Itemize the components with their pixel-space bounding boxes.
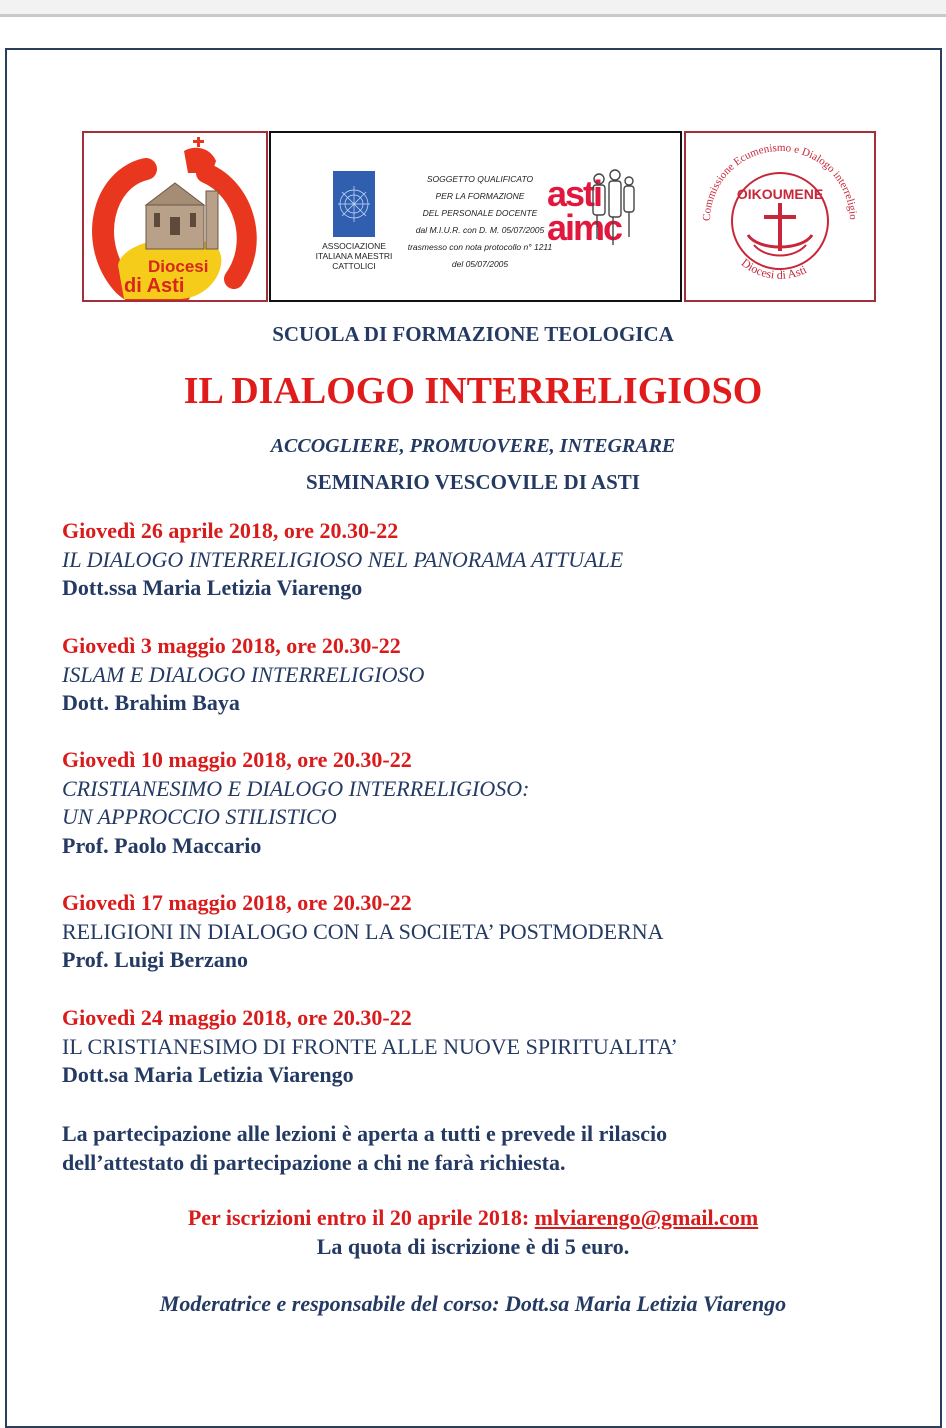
diocesi-asti-logo	[82, 131, 268, 302]
lesson-topic: CRISTIANESIMO E DIALOGO INTERRELIGIOSO:	[62, 775, 530, 801]
lesson-topic: RELIGIONI IN DIALOGO CON LA SOCIETA’ POSTMODERNA	[62, 918, 664, 944]
registration-line	[0, 1205, 946, 1231]
participation-note	[62, 1119, 922, 1177]
lesson-date: Giovedì 3 maggio 2018, ore 20.30-22	[62, 633, 401, 658]
people-group-icon	[589, 167, 639, 247]
lesson-speaker: Dott.sa Maria Letizia Viarengo	[62, 1062, 354, 1087]
fee-line: La quota di iscrizione è di 5 euro.	[316, 1234, 630, 1259]
lesson-date: Giovedì 24 maggio 2018, ore 20.30-22	[62, 1005, 412, 1030]
aimc-logo-banner	[269, 131, 682, 302]
arc-text-top: Commissione Ecumenismo e Dialogo interreligio	[700, 141, 860, 222]
certification-text: SOGGETTO QUALIFICATO PER LA FORMAZIONE DEL PERSONALE DOCENTE dal M.I.U.R. con D. M. 05/07/2005 trasmesso con nota protocollo n° 1211 del 05/07/2005	[407, 174, 553, 269]
asti-brand: asti	[547, 173, 602, 214]
participation-line-2: dell’attestato di partecipazione a chi ne farà richiesta.	[62, 1150, 566, 1175]
svg-text:Commissione Ecumenismo e Dialo	[686, 133, 859, 221]
oikoumene-emblem-icon	[686, 133, 874, 300]
lesson-item	[62, 746, 922, 860]
lesson-date: Giovedì 17 maggio 2018, ore 20.30-22	[62, 890, 412, 915]
lesson-item	[62, 1004, 922, 1090]
top-bar	[0, 0, 946, 17]
aimc-brand: aimc	[547, 207, 622, 248]
participation-line-1: La partecipazione alle lezioni è aperta a tutti e prevede il rilascio	[62, 1121, 668, 1146]
registration-email-link[interactable]: mlviarengo@gmail.com	[534, 1205, 759, 1230]
registration-text: Per iscrizioni entro il 20 aprile 2018:	[187, 1205, 535, 1230]
lesson-date: Giovedì 10 maggio 2018, ore 20.30-22	[62, 747, 412, 772]
lesson-topic: IL DIALOGO INTERRELIGIOSO NEL PANORAMA ATTUALE	[62, 546, 624, 572]
lesson-item	[62, 889, 922, 975]
page-title: IL DIALOGO INTERRELIGIOSO	[183, 370, 763, 412]
lesson-item	[62, 632, 922, 718]
aimc-name: ASSOCIAZIONE ITALIANA MAESTRI CATTOLICI	[315, 241, 393, 271]
diocesi-label: Diocesi	[148, 257, 209, 276]
lesson-date: Giovedì 26 aprile 2018, ore 20.30-22	[62, 518, 399, 543]
aimc-emblem-icon	[333, 171, 375, 237]
lesson-topic: IL CRISTIANESIMO DI FRONTE ALLE NUOVE SPIRITUALITA’	[62, 1033, 678, 1059]
motto: ACCOGLIERE, PROMUOVERE, INTEGRARE	[270, 435, 676, 457]
lesson-speaker: Prof. Paolo Maccario	[62, 832, 262, 858]
venue: SEMINARIO VESCOVILE DI ASTI	[306, 470, 640, 494]
lesson-speaker: Dott. Brahim Baya	[62, 690, 240, 715]
lesson-topic-line2: UN APPROCCIO STILISTICO	[62, 804, 337, 829]
moderator-line: Moderatrice e responsabile del corso: Dott.sa Maria Letizia Viarengo	[159, 1291, 787, 1316]
oikoumene-logo	[684, 131, 876, 302]
school-heading: SCUOLA DI FORMAZIONE TEOLOGICA	[272, 322, 674, 346]
lesson-topic: ISLAM E DIALOGO INTERRELIGIOSO	[62, 661, 425, 687]
lesson-speaker: Prof. Luigi Berzano	[62, 947, 248, 972]
lesson-speaker: Dott.ssa Maria Letizia Viarengo	[62, 575, 363, 600]
arc-text-bottom: Diocesi di Asti	[738, 255, 809, 282]
asti-label: di Asti	[124, 275, 185, 297]
lesson-item	[62, 517, 922, 603]
oikoumene-word: OIKOUMENE	[736, 186, 824, 202]
